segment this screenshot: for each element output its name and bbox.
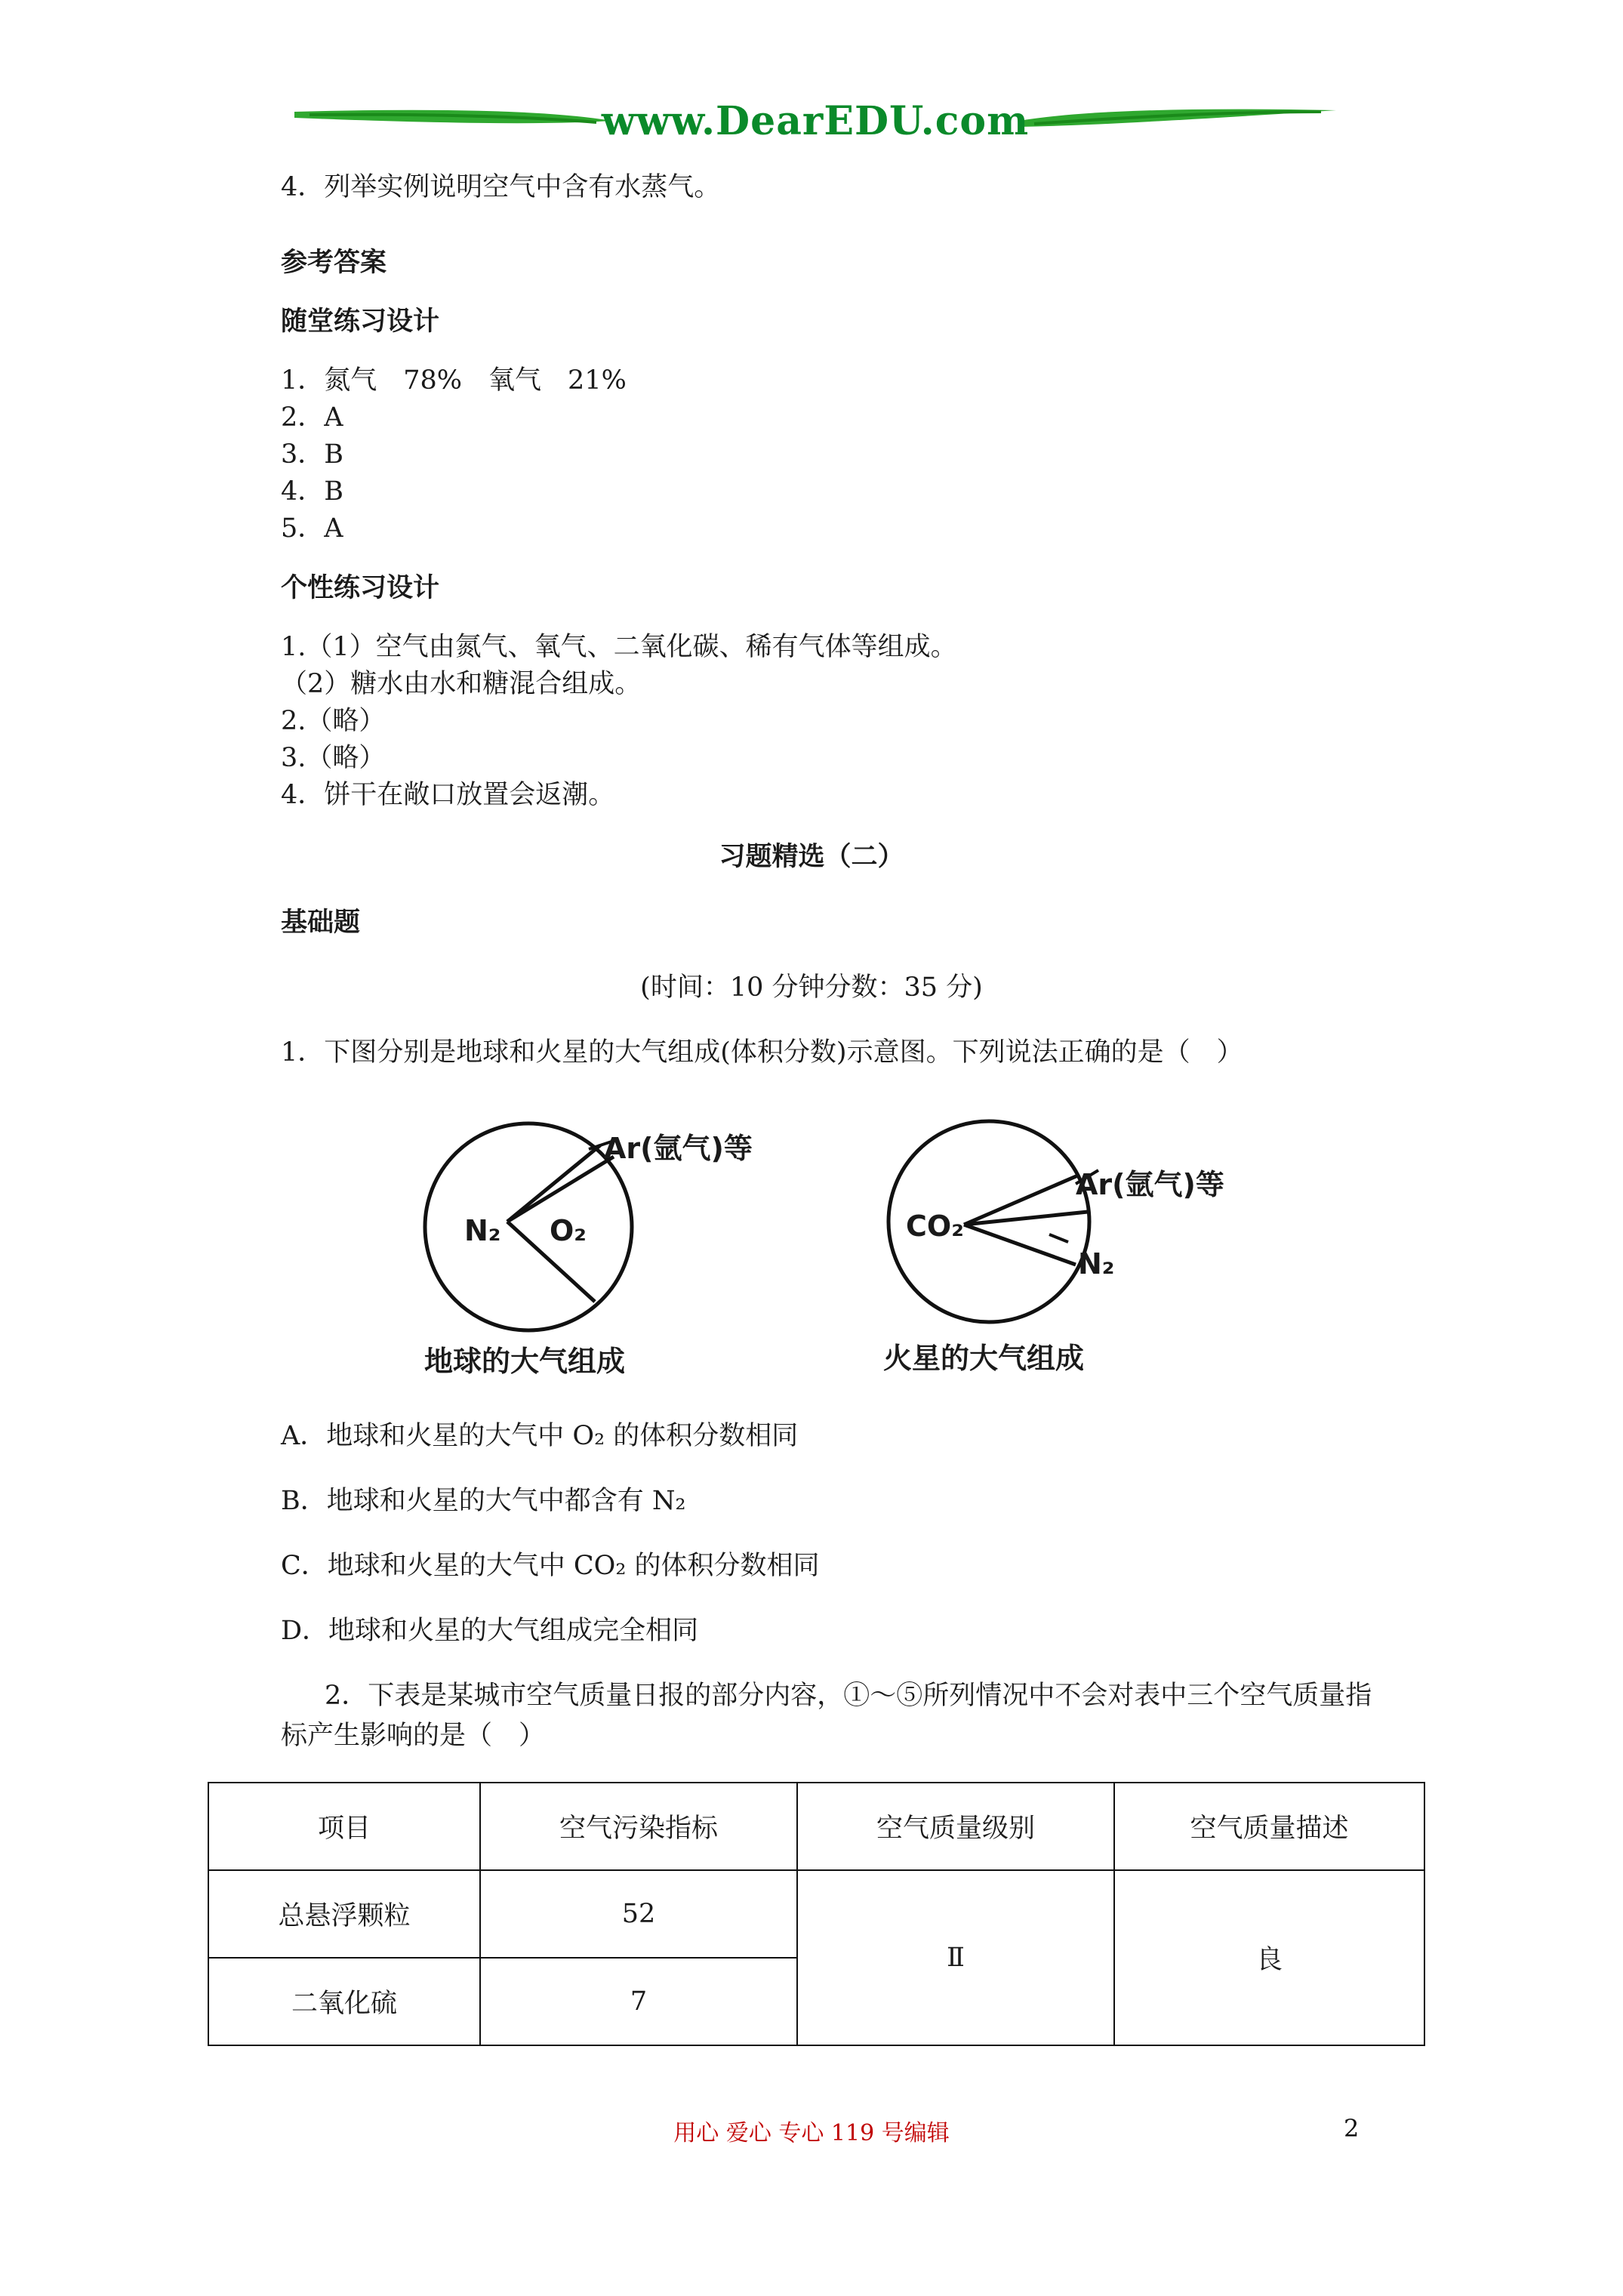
site-logo-text: www.DearEDU.com: [601, 98, 1030, 144]
earth-pie-circle: [425, 1123, 632, 1330]
index-cell: 52: [480, 1870, 797, 1958]
question-1-prompt: 1．下图分别是地球和火星的大气组成(体积分数)示意图。下列说法正确的是（ ）: [281, 1037, 1243, 1068]
table-header-row: [208, 1783, 1424, 1870]
mars-ar-label: Ar(氩气)等: [1076, 1168, 1224, 1201]
page-footer: 用心 爱心 专心 119 号编辑: [673, 2120, 950, 2147]
header-cell: 空气质量描述: [1114, 1783, 1424, 1870]
answer-line: 1．氮气 78% 氧气 21%: [281, 365, 627, 396]
mars-co2-label: CO₂: [906, 1210, 964, 1243]
item-cell: 总悬浮颗粒: [208, 1870, 480, 1958]
level-cell: Ⅱ: [797, 1870, 1114, 2045]
section-heading-classroom: 随堂练习设计: [281, 306, 440, 337]
question-2-prompt-line-2: 标产生影响的是（ ）: [281, 1721, 546, 1751]
index-cell: 7: [480, 1958, 797, 2045]
page-number: 2: [1344, 2114, 1360, 2143]
site-banner: [294, 91, 1336, 159]
header-cell: 空气质量级别: [797, 1783, 1114, 1870]
earth-o2-label: O₂: [550, 1214, 587, 1247]
answer-line: 2．A: [281, 402, 343, 433]
mars-n2-leader: [1049, 1234, 1068, 1242]
answer-line: 3.（略）: [281, 743, 386, 773]
answer-line: （2）糖水由水和糖混合组成。: [281, 669, 642, 699]
option-a: A．地球和火星的大气中 O₂ 的体积分数相同: [281, 1421, 799, 1451]
answer-line: 4．饼干在敞口放置会返潮。: [281, 780, 615, 810]
earth-ar-label: Ar(氩气)等: [604, 1132, 753, 1165]
answer-line: 1.（1）空气由氮气、氧气、二氧化碳、稀有气体等组成。: [281, 632, 957, 662]
header-cell: 空气污染指标: [480, 1783, 797, 1870]
earth-n2-label: N₂: [464, 1214, 501, 1247]
answer-line: 2.（略）: [281, 706, 386, 736]
mars-n2-label: N₂: [1078, 1247, 1115, 1281]
earth-caption: 地球的大气组成: [424, 1345, 626, 1378]
air-quality-table: [208, 1782, 1425, 2046]
earth-ar-boundary-1: [507, 1145, 600, 1222]
description-cell: 良: [1114, 1870, 1424, 2045]
header-cell: 项目: [208, 1783, 480, 1870]
basic-questions-heading: 基础题: [281, 907, 361, 938]
option-b: B．地球和火星的大气中都含有 N₂: [281, 1486, 686, 1516]
answers-heading: 参考答案: [281, 247, 387, 278]
answer-line: 3．B: [281, 439, 343, 470]
atmosphere-composition-figure: [385, 1110, 1306, 1397]
mars-caption: 火星的大气组成: [883, 1342, 1085, 1375]
question-4-prompt: 4．列举实例说明空气中含有水蒸气。: [281, 172, 721, 202]
earth-ar-boundary-2: [507, 1157, 614, 1222]
table-row: [208, 1870, 1424, 1958]
exercise-title: 习题精选（二）: [719, 841, 904, 872]
time-score-note: (时间：10 分钟分数：35 分): [640, 972, 983, 1003]
option-c: C．地球和火星的大气中 CO₂ 的体积分数相同: [281, 1551, 820, 1581]
section-heading-individual: 个性练习设计: [281, 572, 440, 603]
answer-line: 5．A: [281, 513, 343, 544]
option-d: D．地球和火星的大气组成完全相同: [281, 1616, 699, 1646]
question-2-prompt-line-1: 2．下表是某城市空气质量日报的部分内容，①～⑤所列情况中不会对表中三个空气质量指: [325, 1681, 1372, 1711]
item-cell: 二氧化硫: [208, 1958, 480, 2045]
answer-line: 4．B: [281, 476, 343, 507]
mars-n2-boundary-2: [964, 1225, 1076, 1265]
